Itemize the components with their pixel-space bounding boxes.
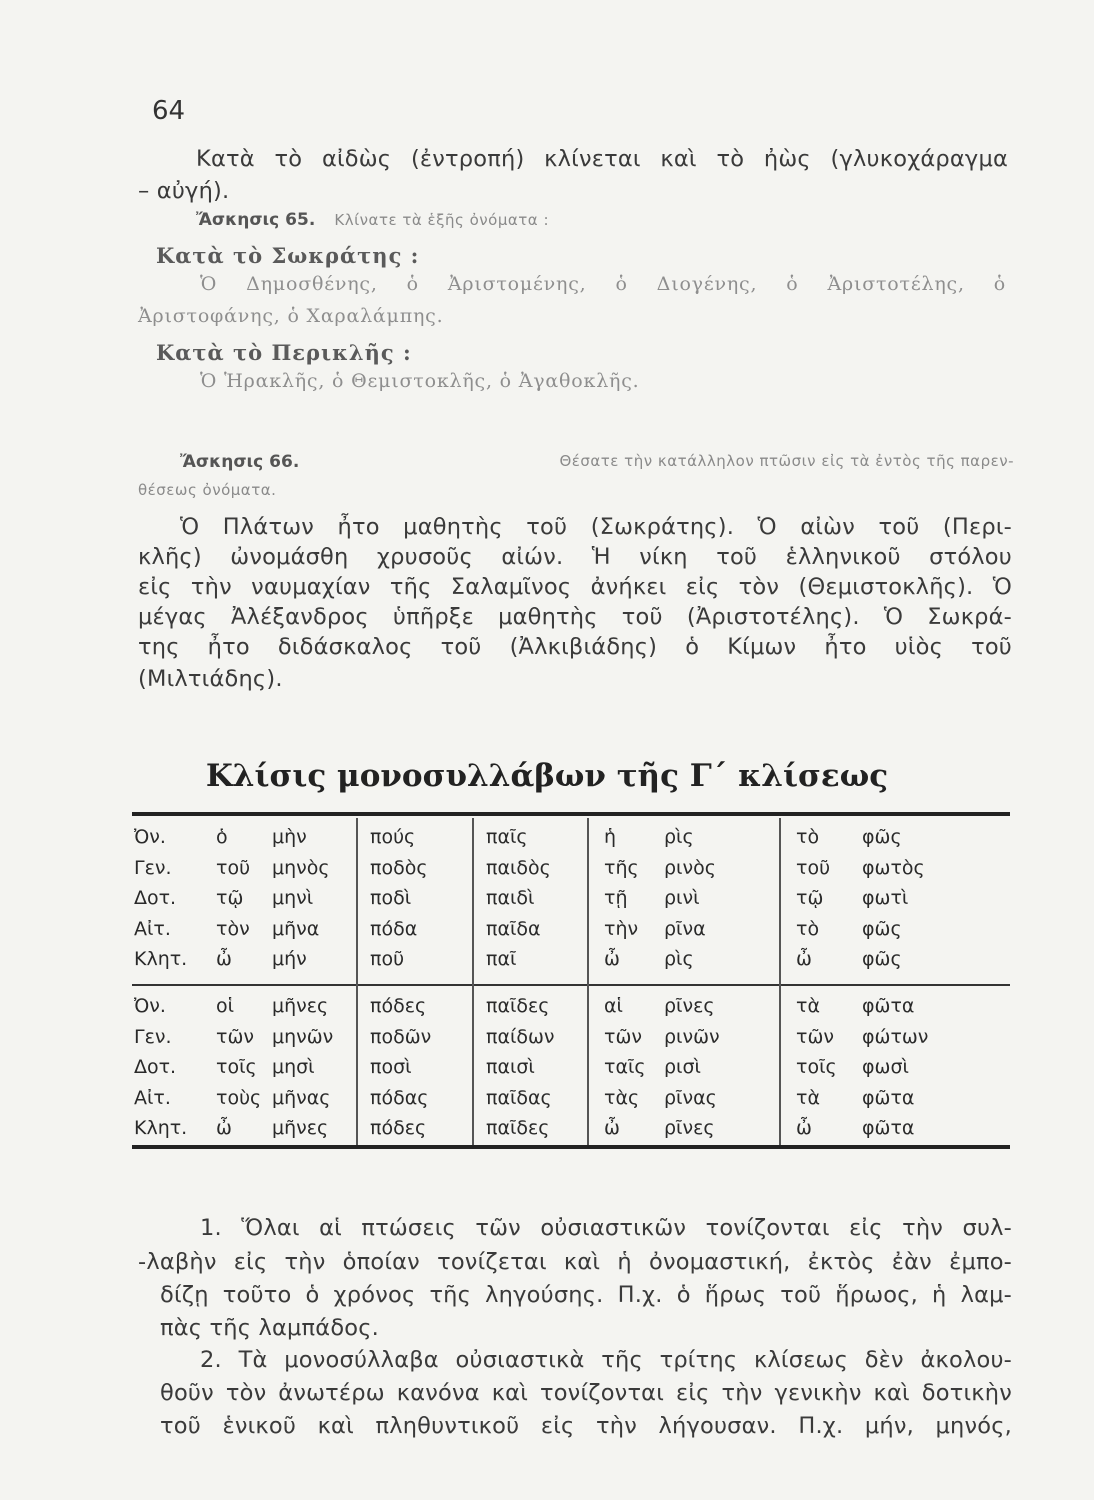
table-cell-word-pous: ποδὸς (370, 856, 428, 879)
table-cell-word-phos: φῶτα (862, 1086, 915, 1109)
table-cell-article: ἡ (604, 826, 617, 848)
exercise-instruction: Κλίνατε τὰ ἑξῆς ὀνόματα : (334, 211, 549, 229)
table-cell-article: τῆς (604, 856, 639, 879)
table-cell-case-label: Κλητ. (134, 948, 188, 970)
table-cell-word-men: μησὶ (272, 1056, 315, 1078)
table-cell-article: τῇ (604, 887, 628, 909)
exercise-label: Ἄσκησις 65. (196, 210, 316, 230)
table-cell-word-ris: ρῖνες (664, 995, 715, 1017)
table-mid-rule (132, 984, 1010, 986)
table-cell-word-men: μηνῶν (272, 1025, 334, 1048)
table-cell-article: ὦ (216, 1117, 232, 1139)
table-cell-case-label: Αἰτ. (134, 917, 171, 940)
exercise-sentence: Ὁ Πλάτων ἦτο μαθητὴς τοῦ (Σωκράτης). Ὁ αἰὼν τοῦ (Περι- (180, 514, 1012, 540)
table-cell-word-ris: ρισὶ (664, 1056, 701, 1078)
table-cell-article: ταῖς (604, 1056, 646, 1078)
column-divider (472, 818, 474, 1145)
table-cell-case-label: Κλητ. (134, 1117, 188, 1139)
exercise-line: Ἀριστοφάνης, ὁ Χαραλάμπης. (138, 305, 444, 327)
section-heading: Κατὰ τὸ Περικλῆς : (156, 340, 412, 365)
table-cell-word-ris: ρὶς (664, 948, 694, 970)
table-cell-word-pais: παῖς (486, 826, 528, 848)
table-cell-case-label: Γεν. (134, 856, 172, 879)
note-line: θοῦν τὸν ἀνωτέρω κανόνα καὶ τονίζονται εἰς τὴν γενικὴν καὶ δοτικὴν (160, 1380, 1012, 1406)
table-cell-article: τὸ (796, 917, 820, 940)
table-cell-word-pous: πόδας (370, 1086, 429, 1109)
table-cell-word-pais: παῖ (486, 948, 517, 970)
table-cell-word-phos: φῶς (862, 948, 902, 970)
note-line: πὰς τῆς λαμπάδος. (160, 1315, 380, 1341)
table-cell-word-pais: παισὶ (486, 1056, 535, 1078)
table-cell-word-ris: ρινῶν (664, 1025, 720, 1048)
exercise-sentence: (Μιλτιάδης). (138, 666, 283, 692)
table-cell-word-pais: παῖδα (486, 917, 541, 940)
table-cell-word-pais: παῖδας (486, 1086, 552, 1109)
table-cell-article: τὰς (604, 1086, 640, 1109)
table-cell-word-phos: φῶς (862, 917, 902, 940)
table-cell-article: ὦ (216, 948, 232, 970)
note-line: τοῦ ἑνικοῦ καὶ πληθυντικοῦ εἰς τὴν λήγουσαν. Π.χ. μήν, μηνός, (160, 1413, 1012, 1439)
exercise-65-header (196, 210, 549, 230)
table-cell-article: τὴν (604, 917, 639, 940)
exercise-sentence: κλῆς) ὠνομάσθη χρυσοῦς αἰών. Ἡ νίκη τοῦ ἑλληνικοῦ στόλου (138, 544, 1012, 570)
table-cell-case-label: Ὀν. (134, 995, 166, 1017)
table-cell-word-ris: ρινὶ (664, 887, 700, 909)
exercise-sentence: της ἦτο διδάσκαλος τοῦ (Ἀλκιβιάδης) ὁ Κίμων ἦτο υἱὸς τοῦ (138, 634, 1012, 660)
table-cell-case-label: Γεν. (134, 1025, 172, 1048)
table-cell-article: τοῦ (796, 856, 831, 879)
table-cell-word-men: μῆνες (272, 995, 329, 1017)
table-cell-article: τὰ (796, 995, 820, 1017)
table-cell-word-pais: παιδὶ (486, 887, 535, 909)
table-cell-word-pais: παῖδες (486, 995, 550, 1017)
table-cell-article: ὦ (796, 1117, 812, 1139)
table-cell-word-pous: πόδα (370, 917, 418, 940)
table-cell-article: ὦ (604, 1117, 620, 1139)
table-cell-word-men: μῆνες (272, 1117, 329, 1139)
table-cell-word-men: μῆνα (272, 917, 320, 940)
table-cell-word-ris: ρῖνας (664, 1086, 717, 1109)
table-cell-word-pous: ποδὶ (370, 887, 412, 909)
table-cell-word-ris: ρῖνα (664, 917, 706, 940)
exercise-line: Ὁ Δημοσθένης, ὁ Ἀριστομένης, ὁ Διογένης, ὁ Ἀριστοτέλης, ὁ (200, 273, 1006, 295)
table-title: Κλίσις μονοσυλλάβων τῆς Γ΄ κλίσεως (205, 758, 889, 794)
table-cell-word-phos: φωτὶ (862, 887, 909, 909)
table-cell-word-men: μηνὶ (272, 887, 314, 909)
table-cell-article: ὁ (216, 826, 228, 848)
intro-line: Κατὰ τὸ αἰδὼς (ἐντροπή) κλίνεται καὶ τὸ ἠὼς (γλυκοχάραγμα (196, 146, 1008, 172)
table-cell-article: τῶν (604, 1025, 642, 1048)
table-cell-word-phos: φῶς (862, 826, 902, 848)
table-cell-article: τὸ (796, 826, 820, 848)
table-cell-word-men: μηνὸς (272, 856, 330, 879)
table-cell-article: τὸν (216, 917, 250, 940)
table-cell-word-ris: ρῖνες (664, 1117, 715, 1139)
table-cell-article: αἱ (604, 995, 623, 1017)
table-cell-article: τοῖς (216, 1056, 257, 1078)
table-cell-article: τὰ (796, 1086, 820, 1109)
table-cell-article: τοῖς (796, 1056, 837, 1078)
table-cell-word-men: μῆνας (272, 1086, 331, 1109)
intro-line: – αὐγή). (138, 178, 230, 204)
note-line: 1. Ὅλαι αἱ πτώσεις τῶν οὐσιαστικῶν τονίζονται εἰς τὴν συλ- (200, 1215, 1012, 1241)
table-cell-word-phos: φωσὶ (862, 1056, 909, 1078)
table-cell-word-pous: πόδες (370, 1117, 427, 1139)
table-cell-article: τοὺς (216, 1086, 262, 1109)
table-cell-article: τῶν (796, 1025, 834, 1048)
table-cell-case-label: Δοτ. (134, 887, 177, 909)
table-cell-word-pais: παίδων (486, 1025, 555, 1048)
table-cell-word-phos: φώτων (862, 1025, 929, 1048)
table-cell-word-pous: ποῦ (370, 948, 405, 970)
note-line: -λαβὴν εἰς τὴν ὁποίαν τονίζεται καὶ ἡ ὀνομαστική, ἐκτὸς ἐὰν ἐμπο- (138, 1249, 1012, 1275)
table-cell-word-pais: παῖδες (486, 1117, 550, 1139)
note-line: δίζῃ τοῦτο ὁ χρόνος τῆς ληγούσης. Π.χ. ὁ ἥρως τοῦ ἥρωος, ἡ λαμ- (160, 1282, 1012, 1308)
column-divider (779, 818, 781, 1145)
table-cell-article: τῷ (216, 887, 244, 909)
column-divider (587, 818, 589, 1145)
table-cell-word-phos: φῶτα (862, 995, 915, 1017)
exercise-sentence: μέγας Ἀλέξανδρος ὑπῆρξε μαθητὴς τοῦ (Ἀριστοτέλης). Ὁ Σωκρά- (138, 604, 1012, 630)
exercise-instruction: θέσεως ὀνόματα. (138, 481, 277, 499)
table-cell-case-label: Ὀν. (134, 826, 166, 848)
table-bottom-rule (132, 1145, 1010, 1149)
table-cell-word-ris: ρὶς (664, 826, 694, 848)
table-cell-word-phos: φῶτα (862, 1117, 915, 1139)
section-heading: Κατὰ τὸ Σωκράτης : (156, 243, 420, 268)
table-cell-article: τοῦ (216, 856, 251, 879)
table-cell-article: ὦ (796, 948, 812, 970)
table-cell-article: ὦ (604, 948, 620, 970)
exercise-instruction: Θέσατε τὴν κατάλληλον πτῶσιν εἰς τὰ ἐντὸς τῆς παρεν- (559, 452, 1014, 470)
table-cell-word-ris: ρινὸς (664, 856, 716, 879)
table-cell-word-men: μὴν (272, 826, 307, 848)
table-cell-word-phos: φωτὸς (862, 856, 925, 879)
exercise-66-header (180, 452, 1014, 472)
table-cell-case-label: Αἰτ. (134, 1086, 171, 1109)
table-cell-word-pous: ποδῶν (370, 1025, 432, 1048)
table-cell-word-men: μήν (272, 948, 307, 970)
table-cell-case-label: Δοτ. (134, 1056, 177, 1078)
table-top-rule (132, 812, 1010, 816)
table-cell-word-pous: ποσὶ (370, 1056, 412, 1078)
page-number: 64 (152, 96, 186, 126)
table-cell-word-pais: παιδὸς (486, 856, 551, 879)
exercise-line: Ὁ Ἡρακλῆς, ὁ Θεμιστοκλῆς, ὁ Ἀγαθοκλῆς. (200, 370, 640, 392)
table-cell-word-pous: πούς (370, 826, 416, 848)
table-cell-article: τῶν (216, 1025, 254, 1048)
table-cell-article: οἱ (216, 995, 235, 1017)
note-line: 2. Τὰ μονοσύλλαβα οὐσιαστικὰ τῆς τρίτης κλίσεως δὲν ἀκολου- (200, 1347, 1012, 1373)
table-cell-word-pous: πόδες (370, 995, 427, 1017)
column-divider (356, 818, 358, 1145)
exercise-sentence: εἰς τὴν ναυμαχίαν τῆς Σαλαμῖνος ἀνήκει εἰς τὸν (Θεμιστοκλῆς). Ὁ (138, 574, 1012, 600)
table-cell-article: τῷ (796, 887, 824, 909)
exercise-label: Ἄσκησις 66. (180, 452, 300, 472)
